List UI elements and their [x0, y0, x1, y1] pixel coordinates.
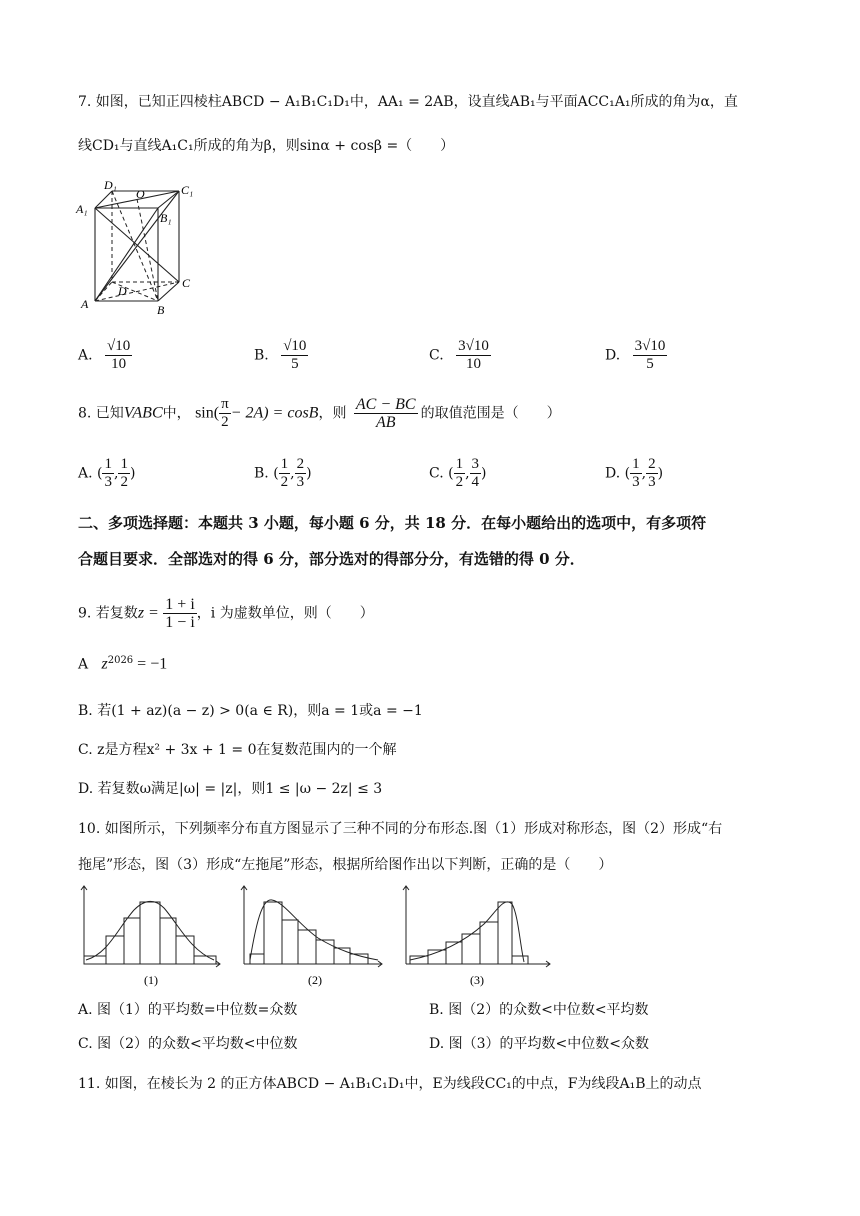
histogram-3-left-tail	[400, 884, 556, 988]
q8-option-d[interactable]: D. ( $\frac{1}{3}$ , $\frac{2}{3}$ )	[605, 456, 664, 490]
q8-option-c[interactable]: C. ( $\frac{1}{2}$ , $\frac{3}{4}$ )	[429, 456, 487, 490]
q8-option-b[interactable]: B. ( $\frac{1}{2}$ , $\frac{2}{3}$ )	[254, 456, 312, 490]
fig-label-d1: D₁	[104, 178, 117, 192]
histogram-1-caption: (1)	[144, 973, 158, 987]
fig-label-c: C	[182, 276, 191, 290]
q10-option-b[interactable]: B. 图（2）的众数<中位数<平均数	[429, 1002, 649, 1018]
q8-stem: 8. 已知VABC中， sin( $\frac{\pi}{2}$ − 2A) = cosB，则 $\frac{AC - BC}{AB}$ 的取值范围是（ ）	[78, 396, 561, 431]
histogram-2-right-tail	[238, 884, 388, 988]
q7-stem-line2: 线CD₁与直线A₁C₁所成的角为β，则sinα + cosβ =（ ）	[78, 138, 455, 154]
q9-option-b[interactable]: B. 若(1 + az)(a − z) > 0(a ∈ R)，则a = 1或a = −1	[78, 703, 423, 719]
q9-option-c[interactable]: C. z是方程x² + 3x + 1 = 0在复数范围内的一个解	[78, 742, 397, 758]
fig-label-b: B	[157, 303, 165, 317]
fig-label-a1: A₁	[76, 202, 88, 216]
fig-label-o: O	[136, 187, 145, 201]
q10-option-d[interactable]: D. 图（3）的平均数<中位数<众数	[429, 1036, 649, 1052]
histogram-2-caption: (2)	[308, 973, 322, 987]
q11-stem-line1: 11. 如图，在棱长为 2 的正方体ABCD − A₁B₁C₁D₁中，E为线段CC₁的中点，F为线段A₁B上的动点	[78, 1076, 702, 1092]
q10-option-c[interactable]: C. 图（2）的众数<平均数<中位数	[78, 1036, 298, 1052]
q7-option-d[interactable]: D. $\frac{3√10}{5}$	[605, 338, 666, 372]
fig-label-a: A	[81, 297, 89, 311]
fig-label-c1: C₁	[181, 183, 194, 197]
q7-prism-figure	[74, 176, 200, 318]
fig-label-b1: B₁	[160, 211, 172, 225]
q10-option-a[interactable]: A. 图（1）的平均数=中位数=众数	[78, 1002, 298, 1018]
q7-stem-line1: 7. 如图，已知正四棱柱ABCD − A₁B₁C₁D₁中，AA₁ = 2AB，设直线AB₁与平面ACC₁A₁所成的角为α，直	[78, 94, 738, 110]
q10-stem-line2: 拖尾”形态，图（3）形成“左拖尾”形态，根据所给图作出以下判断，正确的是（ ）	[78, 857, 613, 873]
fig-label-d: D	[118, 284, 127, 298]
q9-option-a[interactable]: A $z^{2026} = -1$	[78, 655, 168, 673]
q8-option-a[interactable]: A. ( $\frac{1}{3}$ , $\frac{1}{2}$ )	[78, 456, 136, 490]
histogram-3-caption: (3)	[470, 973, 484, 987]
q9-stem: 9. 若复数z = $\frac{1 + i}{1 - i}$ ，i 为虚数单位，则（ ）	[78, 596, 374, 631]
histogram-1-symmetric	[78, 884, 228, 988]
q10-stem-line1: 10. 如图所示，下列频率分布直方图显示了三种不同的分布形态.图（1）形成对称形态，图（2）形成“右	[78, 821, 723, 837]
q7-option-b[interactable]: B. $\frac{√10}{5}$	[254, 338, 307, 372]
section2-header-line2: 合题目要求．全部选对的得 6 分，部分选对的得部分分，有选错的得 0 分．	[78, 550, 585, 568]
q7-option-c[interactable]: C. $\frac{3√10}{10}$	[429, 338, 489, 372]
section2-header-line1: 二、多项选择题：本题共 3 小题，每小题 6 分，共 18 分．在每小题给出的选项中，有多项符	[78, 514, 707, 532]
q7-option-a[interactable]: A. $\frac{√10}{10}$	[78, 338, 131, 372]
q9-option-d[interactable]: D. 若复数ω满足|ω| = |z|，则1 ≤ |ω − 2z| ≤ 3	[78, 781, 383, 797]
